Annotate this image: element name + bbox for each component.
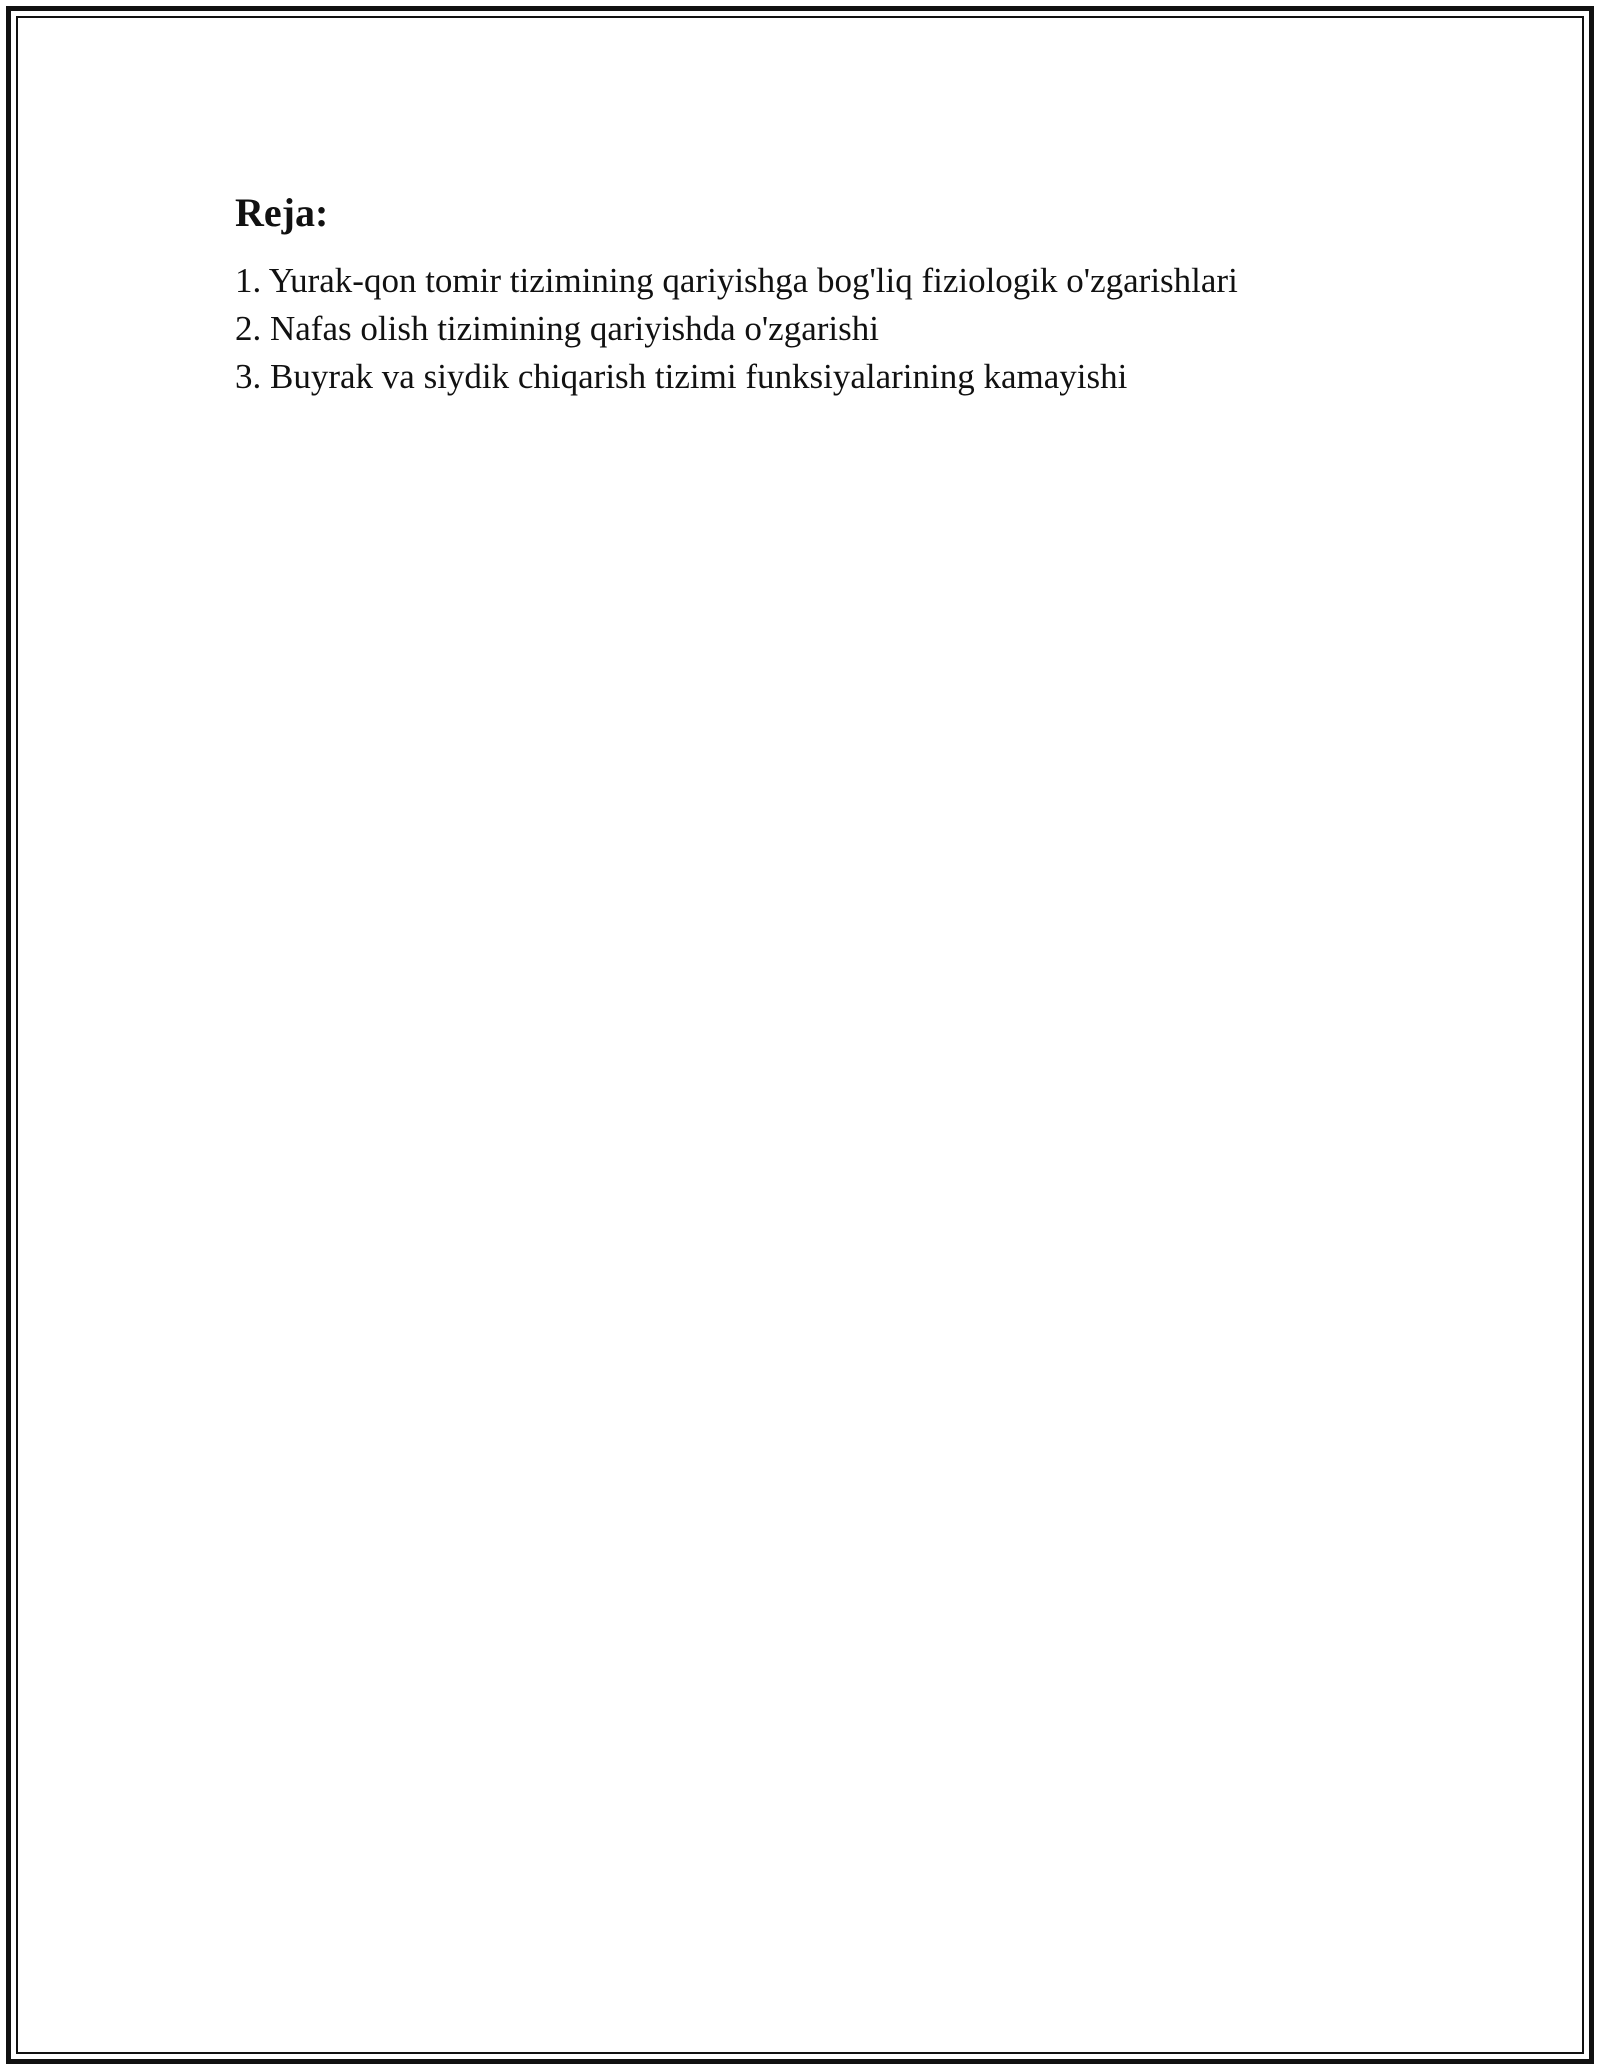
- page-content: [235, 185, 1385, 401]
- plan-list: [235, 257, 1385, 401]
- plan-item-3: 3. Buyrak va siydik chiqarish tizimi funksiyalarining kamayishi: [235, 357, 1128, 396]
- plan-heading: Reja:: [235, 190, 329, 235]
- plan-item-1: 1. Yurak-qon tomir tizimining qariyishga bog'liq fiziologik o'zgarishlari: [235, 261, 1238, 300]
- plan-item-2: 2. Nafas olish tizimining qariyishda o'zgarishi: [235, 309, 879, 348]
